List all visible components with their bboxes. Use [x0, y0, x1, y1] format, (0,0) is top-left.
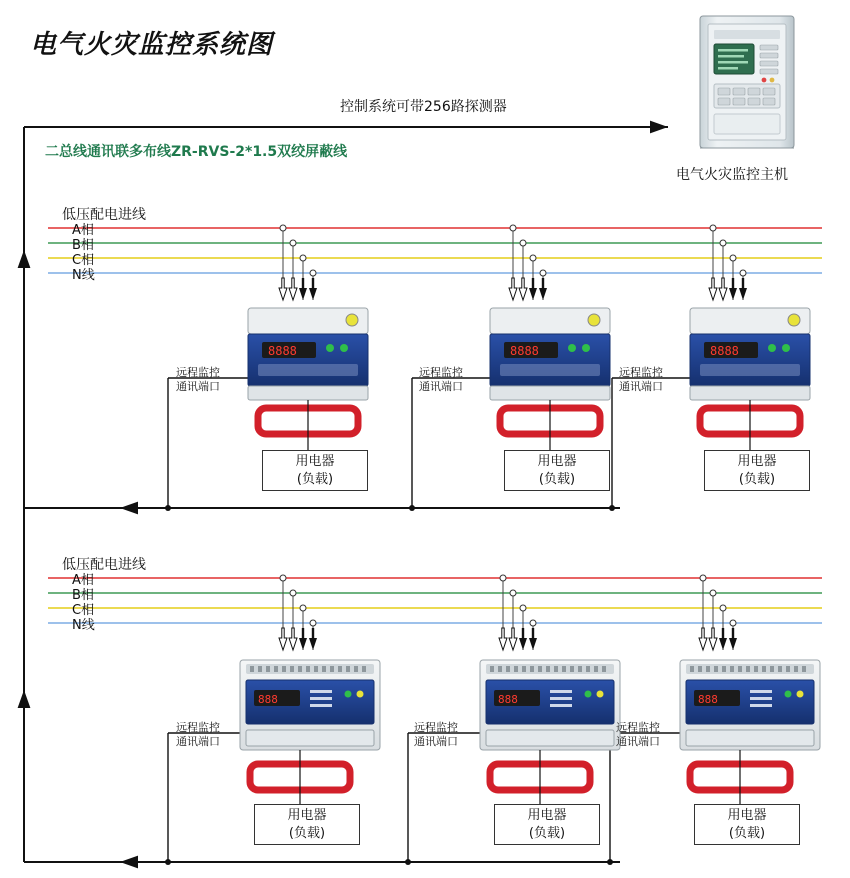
port-label-line1: 远程监控	[419, 366, 463, 379]
phase-label-b-group-2: B相	[72, 588, 94, 603]
load-box-group-2-branch-2	[494, 804, 600, 845]
detector-device	[248, 308, 368, 400]
load-label-line1: 用电器	[287, 808, 327, 823]
port-label-line1: 远程监控	[176, 721, 220, 734]
phase-label-n-group-1: N线	[72, 268, 95, 283]
phase-label-b-group-1: B相	[72, 238, 94, 253]
load-label-line1: 用电器	[537, 454, 577, 469]
load-label-line1: 用电器	[737, 454, 777, 469]
host-label: 电气火灾监控主机	[676, 167, 788, 183]
load-label-line2: (负载)	[728, 825, 766, 841]
incoming-label-group-2: 低压配电进线	[62, 557, 146, 573]
detector-device	[240, 660, 380, 750]
port-label-group-2-branch-1	[176, 721, 220, 749]
load-box-group-1-branch-3	[704, 450, 810, 491]
detector-device	[690, 308, 810, 400]
phase-label-c-group-1: C相	[72, 253, 95, 268]
detector-device	[490, 308, 610, 400]
incoming-label-group-1: 低压配电进线	[62, 207, 146, 223]
load-label-line2: (负载)	[296, 471, 334, 487]
detector-device	[480, 660, 620, 750]
port-label-group-1-branch-3	[619, 366, 663, 394]
phase-label-a-group-2: A相	[72, 573, 94, 588]
svg-text:8888: 8888	[510, 344, 539, 358]
load-label-line1: 用电器	[295, 454, 335, 469]
phase-label-a-group-1: A相	[72, 223, 94, 238]
svg-text:888: 888	[258, 693, 278, 706]
port-label-line1: 远程监控	[616, 721, 660, 734]
port-label-line2: 通讯端口	[616, 734, 660, 748]
load-label-line2: (负载)	[738, 471, 776, 487]
port-label-group-1-branch-2	[419, 366, 463, 394]
load-box-group-1-branch-2	[504, 450, 610, 491]
page-title: 电气火灾监控系统图	[30, 30, 274, 60]
load-box-group-1-branch-1	[262, 450, 368, 491]
svg-text:8888: 8888	[710, 344, 739, 358]
port-label-line2: 通讯端口	[176, 379, 220, 393]
load-label-line2: (负载)	[288, 825, 326, 841]
port-label-line2: 通讯端口	[414, 734, 458, 748]
load-label-line2: (负载)	[538, 471, 576, 487]
load-label-line1: 用电器	[727, 808, 767, 823]
port-label-line1: 远程监控	[414, 721, 458, 734]
load-box-group-2-branch-3	[694, 804, 800, 845]
bus-label: 二总线通讯联多布线ZR-RVS-2*1.5双绞屏蔽线	[45, 144, 348, 160]
load-box-group-2-branch-1	[254, 804, 360, 845]
port-label-line2: 通讯端口	[419, 379, 463, 393]
port-label-line2: 通讯端口	[619, 379, 663, 393]
phase-label-c-group-2: C相	[72, 603, 95, 618]
svg-text:8888: 8888	[268, 344, 297, 358]
port-label-line1: 远程监控	[176, 366, 220, 379]
svg-text:888: 888	[698, 693, 718, 706]
host-panel-graphic	[700, 16, 794, 148]
load-label-line2: (负载)	[528, 825, 566, 841]
port-label-group-2-branch-3	[616, 721, 660, 749]
port-label-group-2-branch-2	[414, 721, 458, 749]
detector-device	[680, 660, 820, 750]
phase-label-n-group-2: N线	[72, 618, 95, 633]
port-label-group-1-branch-1	[176, 366, 220, 394]
load-label-line1: 用电器	[527, 808, 567, 823]
port-label-line1: 远程监控	[619, 366, 663, 379]
top-note: 控制系统可带256路探测器	[340, 99, 507, 115]
svg-text:888: 888	[498, 693, 518, 706]
port-label-line2: 通讯端口	[176, 734, 220, 748]
